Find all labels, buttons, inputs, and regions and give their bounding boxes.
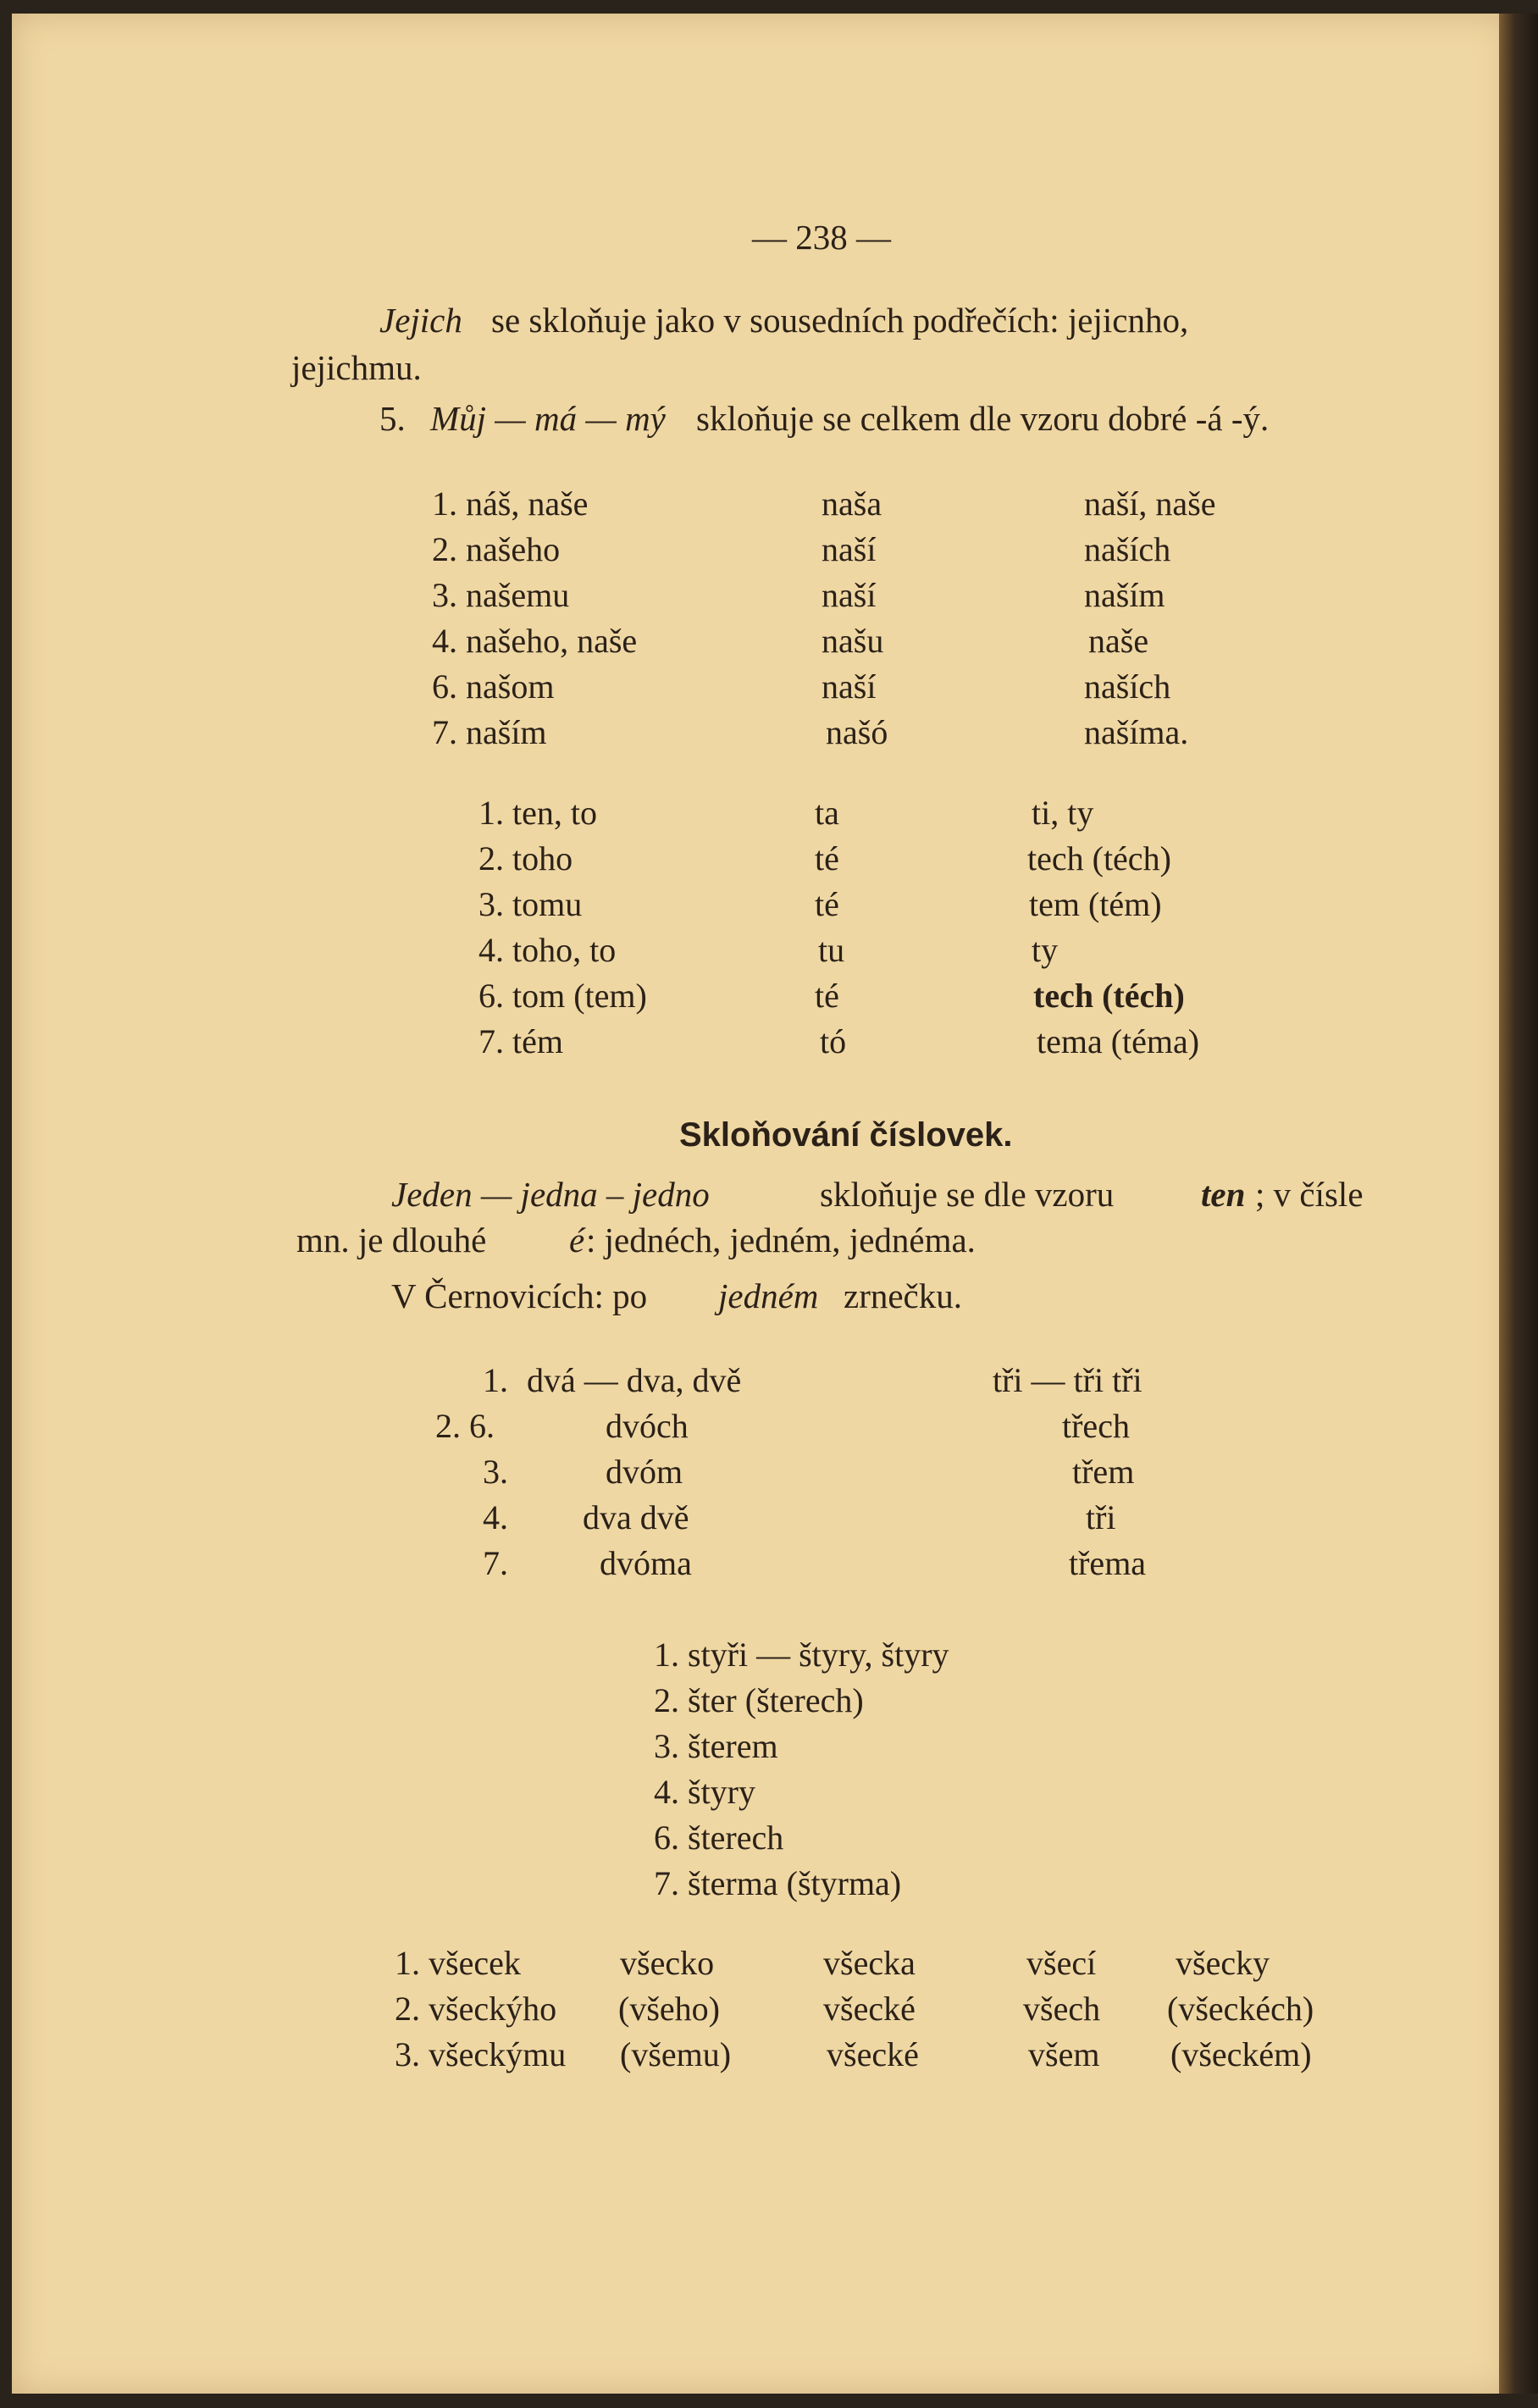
jeden-line-3-a: V Černovicích: po bbox=[391, 1276, 648, 1315]
table-cell: třech bbox=[1062, 1407, 1130, 1445]
table-cell: té bbox=[815, 977, 839, 1015]
table-cell: tři bbox=[1086, 1498, 1116, 1536]
intro-line-1: se skloňuje jako v sousedních podřečích: jejicnho, bbox=[491, 301, 1189, 340]
table-cell: všem bbox=[1028, 2035, 1100, 2073]
table-cell: (všemu) bbox=[620, 2035, 732, 2073]
table-cell: ty bbox=[1032, 931, 1059, 969]
table-cell: tem (tém) bbox=[1029, 885, 1162, 923]
table-cell: 1. ten, to bbox=[479, 794, 597, 832]
table-cell: tech (téch) bbox=[1033, 977, 1185, 1015]
table-cell: 4. štyry bbox=[654, 1773, 755, 1811]
table-cell: té bbox=[815, 885, 839, 923]
intro-line-3-italic: Můj — má — mý bbox=[430, 399, 666, 438]
table-cell: 1. styři — štyry, štyry bbox=[654, 1636, 949, 1674]
jeden-line-3-b: zrnečku. bbox=[844, 1276, 962, 1315]
table-cell: té bbox=[815, 839, 839, 877]
intro-line-2: jejichmu. bbox=[291, 348, 422, 387]
table-cell: dvá — dva, dvě bbox=[527, 1361, 742, 1399]
table-cell: naší bbox=[822, 530, 877, 568]
table-cell: třema bbox=[1069, 1544, 1147, 1582]
book-spine bbox=[1499, 14, 1538, 2394]
table-cell: 4. toho, to bbox=[479, 931, 617, 969]
table-cell: 1. náš, naše bbox=[432, 484, 589, 523]
table-cell: 7. tém bbox=[479, 1022, 563, 1060]
table-cell: 3. tomu bbox=[479, 885, 583, 923]
table-cell: 7. šterma (štyrma) bbox=[654, 1864, 902, 1902]
section-heading: Skloňování číslovek. bbox=[679, 1116, 1013, 1154]
table-cell: 2. našeho bbox=[432, 530, 561, 568]
table-cell: naších bbox=[1084, 667, 1171, 706]
jeden-line-2-italic: é bbox=[569, 1221, 585, 1259]
table-cell: všecka bbox=[823, 1944, 916, 1982]
table-cell: naších bbox=[1084, 530, 1171, 568]
table-cell: tema (téma) bbox=[1037, 1022, 1200, 1060]
table-cell: 3. našemu bbox=[432, 576, 570, 614]
table-cell: 1. všecek bbox=[395, 1944, 521, 1982]
table-cell: 1. bbox=[483, 1361, 508, 1399]
table-cell: našu bbox=[822, 622, 884, 660]
table-cell: 6. našom bbox=[432, 667, 555, 706]
table-cell: všecké bbox=[827, 2035, 919, 2073]
table-cell: všech bbox=[1023, 1990, 1101, 2028]
table-cell: tři — tři tři bbox=[993, 1361, 1142, 1399]
table-cell: (všeho) bbox=[618, 1990, 720, 2028]
table-cell: naší bbox=[822, 667, 877, 706]
table-cell: dvóma bbox=[600, 1544, 692, 1582]
table-cell: všecké bbox=[823, 1990, 916, 2028]
table-cell: 2. toho bbox=[479, 839, 573, 877]
jeden-line-2-b: : jednéch, jedném, jednéma. bbox=[586, 1221, 976, 1259]
table-cell: dvóm bbox=[606, 1453, 683, 1491]
table-cell: 2. všeckýho bbox=[395, 1990, 557, 2028]
table-cell: tu bbox=[818, 931, 845, 969]
table-cell: třem bbox=[1072, 1453, 1135, 1491]
table-cell: ti, ty bbox=[1032, 794, 1094, 832]
table-cell: všecí bbox=[1026, 1944, 1097, 1982]
intro-word-jejich: Jejich bbox=[379, 301, 462, 340]
table-cell: 7. naším bbox=[432, 713, 547, 751]
table-cell: naší, naše bbox=[1084, 484, 1216, 523]
jeden-italic-ten: ten bbox=[1201, 1175, 1246, 1214]
table-cell: 7. bbox=[483, 1544, 508, 1582]
jeden-text-1: skloňuje se dle vzoru bbox=[820, 1175, 1115, 1214]
table-cell: 6. tom (tem) bbox=[479, 977, 647, 1015]
table-cell: tech (téch) bbox=[1027, 839, 1171, 877]
table-cell: 3. šterem bbox=[654, 1727, 778, 1765]
table-cell: 3. všeckýmu bbox=[395, 2035, 567, 2073]
table-cell: tó bbox=[820, 1022, 847, 1060]
table-cell: 4. našeho, naše bbox=[432, 622, 638, 660]
jeden-italic: Jeden — jedna – jedno bbox=[391, 1175, 710, 1214]
table-cell: (všeckéch) bbox=[1167, 1990, 1314, 2028]
jeden-line-2-a: mn. je dlouhé bbox=[296, 1221, 487, 1259]
intro-line-3-number: 5. bbox=[379, 399, 406, 438]
table-cell: 6. šterech bbox=[654, 1818, 784, 1857]
table-cell: 2. šter (šterech) bbox=[654, 1681, 864, 1719]
table-cell: všecky bbox=[1176, 1944, 1270, 1982]
table-cell: dva dvě bbox=[583, 1498, 689, 1536]
table-cell: našíma. bbox=[1084, 713, 1189, 751]
table-cell: naším bbox=[1084, 576, 1165, 614]
jeden-line-3-italic: jedném bbox=[718, 1276, 819, 1315]
table-cell: všecko bbox=[620, 1944, 715, 1982]
table-cell: naše bbox=[1088, 622, 1149, 660]
table-cell: naša bbox=[822, 484, 882, 523]
page-number: — 238 — bbox=[752, 218, 891, 257]
table-cell: 3. bbox=[483, 1453, 508, 1491]
intro-line-3-text: skloňuje se celkem dle vzoru dobré -á -ý. bbox=[696, 399, 1270, 438]
table-cell: dvóch bbox=[606, 1407, 689, 1445]
table-cell: 2. 6. bbox=[435, 1407, 495, 1445]
table-cell: našó bbox=[826, 713, 888, 751]
table-cell: 4. bbox=[483, 1498, 508, 1536]
table-cell: naší bbox=[822, 576, 877, 614]
jeden-text-2: ; v čísle bbox=[1255, 1175, 1364, 1214]
table-cell: (všeckém) bbox=[1170, 2035, 1312, 2073]
table-cell: ta bbox=[815, 794, 839, 832]
